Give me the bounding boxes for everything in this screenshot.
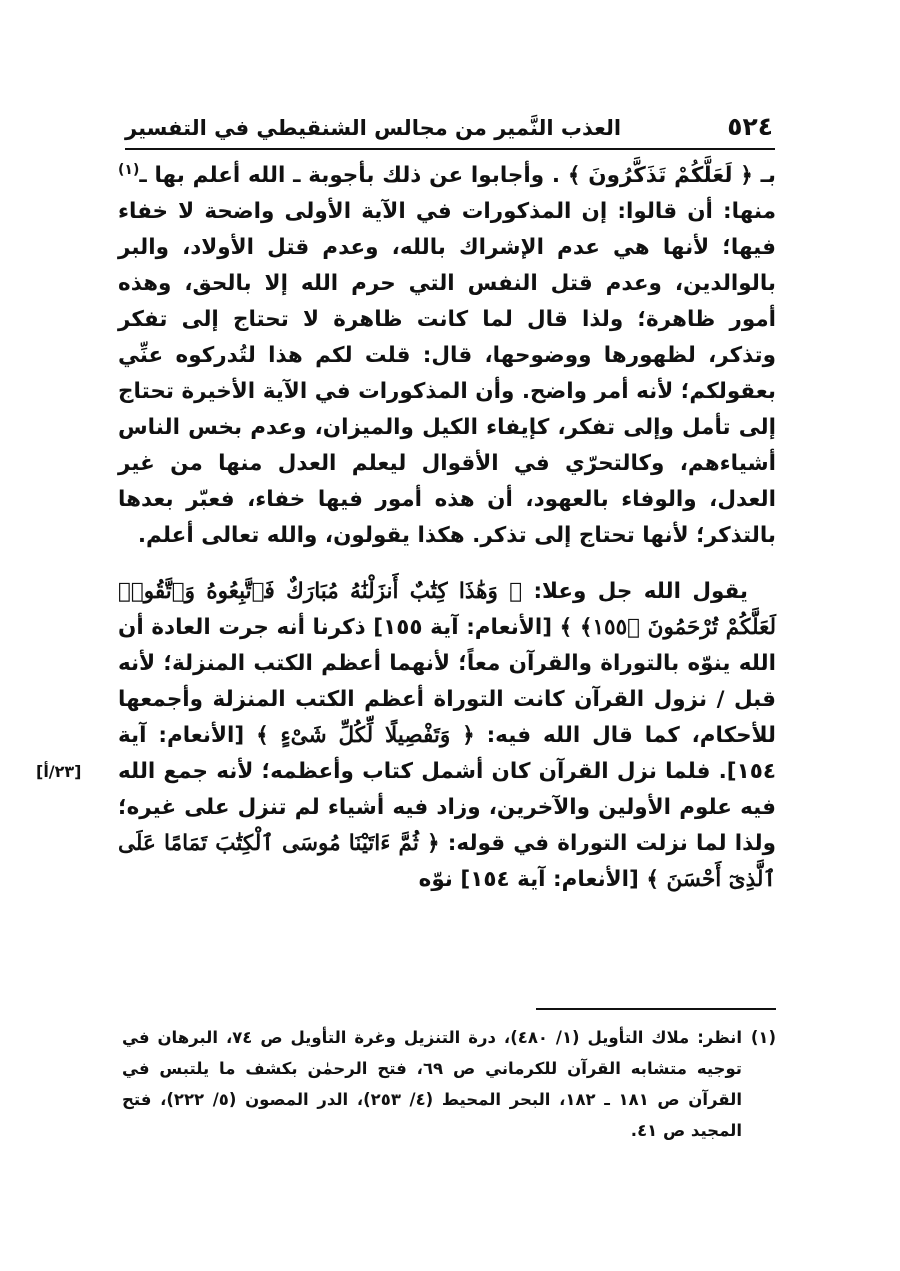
- footnote-divider: [536, 1008, 776, 1010]
- paragraph-2-text-b: [الأنعام: آية ١٥٤]. فلما نزل القرآن كان أشمل كتاب وأعظمه؛ لأنه جمع الله فيه علوم الأولين والآخرين، وزاد فيه أشياء لم تنزل على غيره؛ ولذا لما نزلت التوراة في قوله:: [118, 723, 776, 856]
- header-divider: [125, 148, 775, 150]
- running-title: العذب النَّمير من مجالس الشنقيطي في التفسير: [125, 116, 622, 140]
- quran-verse-anam-154: ﴿ ثُمَّ ءَاتَيْنَا مُوسَى ٱلْكِتَٰبَ تَمَامًا عَلَى ٱلَّذِىٓ أَحْسَنَ ﴾: [118, 831, 776, 892]
- footnote-reference: (١): [118, 161, 140, 178]
- paragraph-2: [118, 574, 776, 898]
- footnote-item: [122, 1022, 776, 1146]
- manuscript-folio-marker: [٢٣/أ]: [36, 762, 82, 781]
- page-number: ٥٢٤: [727, 112, 773, 141]
- paragraph-2-intro: يقول الله جل وعلا:: [522, 579, 748, 604]
- quran-verse-anam-154-detail: ﴿ وَتَفْصِيلًا لِّكُلِّ شَىْءٍ ﴾: [256, 723, 475, 748]
- footnote-text: انظر: ملاك التأويل (١/ ٤٨٠)، درة التنزيل وغرة التأويل ص ٧٤، البرهان في توجيه متشابه القرآن للكرماني ص ٦٩، فتح الرحمٰن بكشف ما يلتبس في القرآن ص ١٨١ ـ ١٨٢، البحر المحيط (٤/ ٢٥٣)، الدر المصون (٥/ ٢٢٢)، فتح المجيد ص ٤١.: [122, 1028, 742, 1140]
- paragraph-1-text: بـ ﴿ لَعَلَّكُمْ تَذَكَّرُونَ ﴾ . وأجابوا عن ذلك بأجوبة ـ الله أعلم بها ـ: [139, 163, 776, 188]
- paragraph-1: [118, 158, 776, 554]
- paragraph-2-text-a: [الأنعام: آية ١٥٥] ذكرنا أنه جرت العادة أن الله ينوّه بالتوراة والقرآن معاً؛ لأنهما أعظم الكتب المنزلة؛ لأنه قبل / نزول القرآن كانت التوراة أعظم الكتب المنزلة وأجمعها للأحكام، كما قال الله فيه:: [118, 615, 777, 748]
- quran-verse-anam-155: ﴿ وَهَٰذَا كِتَٰبٌ أَنزَلْنَٰهُ مُبَارَكٌ فَٱتَّبِعُوهُ وَٱتَّقُوا۟ لَعَلَّكُمْ تُرْحَمُونَ ﴿١٥٥﴾ ﴾: [118, 579, 776, 640]
- main-text: [118, 158, 776, 898]
- paragraph-1-continued: منها: أن قالوا: إن المذكورات في الآية الأولى واضحة لا خفاء فيها؛ لأنها هي عدم الإشراك بالله، وعدم قتل الأولاد، والبر بالوالدين، وعدم قتل النفس التي حرم الله إلا بالحق، وهذه أمور ظاهرة؛ ولذا قال لما كانت ظاهرة لا تحتاج إلى تفكر وتذكر، لظهورها ووضوحها، قال: قلت لكم هذا لتُدركوه عنِّي بعقولكم؛ لأنه أمر واضح. وأن المذكورات في الآية الأخيرة تحتاج إلى تأمل وإلى تفكر، كإيفاء الكيل والميزان، وعدم بخس الناس أشياءهم، وكالتحرّي في الأقوال ليعلم العدل منها من غير العدل، والوفاء بالعهود، أن هذه أمور فيها خفاء، فعبّر بعدها بالتذكر؛ لأنها تحتاج إلى تذكر. هكذا يقولون، والله تعالى أعلم.: [118, 199, 776, 548]
- footnote-number: (١): [750, 1028, 776, 1047]
- footnotes: [122, 1022, 776, 1146]
- paragraph-2-text-c: [الأنعام: آية ١٥٤] نوّه: [418, 867, 647, 892]
- page-header: [125, 112, 773, 152]
